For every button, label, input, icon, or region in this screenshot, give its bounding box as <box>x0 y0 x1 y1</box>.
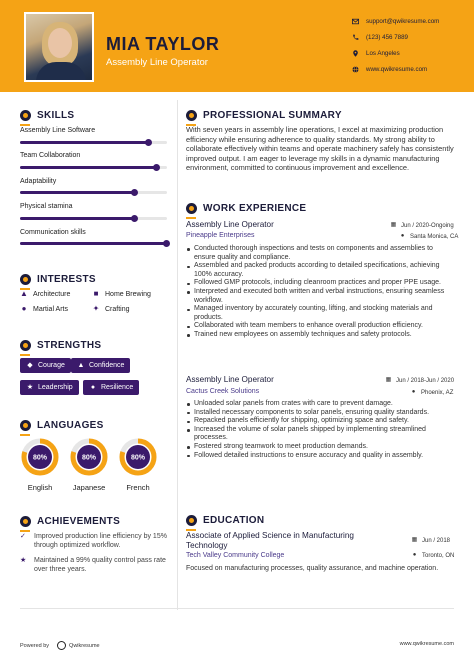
section-bullet-icon <box>20 274 31 285</box>
resilience-icon: ● <box>90 383 96 391</box>
footer-brand: Qwikresume <box>69 642 100 649</box>
skill-label: Team Collaboration <box>20 152 81 159</box>
languages-heading: LANGUAGES <box>20 420 104 431</box>
home-icon: ■ <box>93 289 99 298</box>
calendar-icon: ▦ <box>390 222 397 228</box>
skill-bar <box>20 141 167 144</box>
list-item: Increased the volume of solar panels shipped by implementing streamlined processes. <box>186 426 454 443</box>
interest-item: ▲ Architecture <box>20 289 71 298</box>
language-ring <box>20 437 60 477</box>
language-percent: 80% <box>32 454 48 462</box>
list-item: Managed inventory by accurately counting, lifting, and stocking materials and products. <box>186 305 454 322</box>
contact-website[interactable] <box>352 66 427 73</box>
location-icon: ● <box>411 389 416 395</box>
job-bullets <box>186 400 454 460</box>
section-bullet-icon <box>20 340 31 351</box>
phone-icon <box>352 34 359 41</box>
language-ring <box>118 437 158 477</box>
list-item: Conducted thorough inspections and tests on components and assemblies to ensure quality and compliance. <box>186 245 454 262</box>
skill-bar <box>20 242 167 245</box>
contact-location <box>352 50 400 57</box>
list-item: Assembled and packed products according to detailed specifications, achieving 100% accuracy. <box>186 262 454 279</box>
header-banner <box>0 0 474 92</box>
calendar-icon: ▦ <box>385 377 392 383</box>
footer-powered-by: Powered by Qwikresume <box>20 642 100 649</box>
summary-text: With seven years in assembly line operations, I excel at maximizing production efficiency while ensuring adherence to quality standards. My strong ability to collaborate effectively within teams and operate machinery safely has consistently improved output. I am eager to leverage my skills in a dynamic manufacturing environment, committed to continuous improvement and excellence. <box>186 125 454 172</box>
trophy-icon: ★ <box>20 557 27 564</box>
location-icon <box>352 50 359 57</box>
achievement-item: ★ Maintained a 99% quality control pass rate over three years. <box>20 557 166 573</box>
achievements-heading: ACHIEVEMENTS <box>20 516 120 527</box>
crafting-icon: ✦ <box>92 304 100 313</box>
job-dates: ▦ Jun / 2020-Ongoing <box>390 222 454 229</box>
list-item: Repacked panels efficiently for shipping, optimizing space and safety. <box>186 417 454 426</box>
list-item: Fostered strong teamwork to meet production demands. <box>186 443 454 452</box>
leadership-icon: ★ <box>26 383 34 391</box>
list-item: Collaborated with team members to enhance overall production efficiency. <box>186 322 454 331</box>
skill-label: Adaptability <box>20 178 57 185</box>
language-item <box>118 437 158 492</box>
globe-icon <box>352 66 359 73</box>
language-percent: 80% <box>130 454 146 462</box>
skills-heading: SKILLS <box>20 110 74 121</box>
strengths-heading: STRENGTHS <box>20 340 101 351</box>
strength-tag: ● Resilience <box>83 380 139 395</box>
language-item <box>20 437 60 492</box>
experience-heading: WORK EXPERIENCE <box>186 203 306 214</box>
education-school: Tech Valley Community College <box>186 552 285 559</box>
list-item: Followed detailed instructions to ensure accuracy and quality in assembly. <box>186 452 454 461</box>
contact-location-text: Los Angeles <box>366 50 400 57</box>
skill-label: Physical stamina <box>20 203 73 210</box>
skill-bar <box>20 166 167 169</box>
interests-heading: INTERESTS <box>20 274 96 285</box>
education-location: ● Toronto, ON <box>412 552 455 559</box>
language-name: French <box>126 483 150 492</box>
location-icon: ● <box>400 233 405 239</box>
section-bullet-icon <box>20 516 31 527</box>
language-name: English <box>27 483 53 492</box>
section-bullet-icon <box>186 203 197 214</box>
skill-bar <box>20 191 167 194</box>
interest-item: ■ Home Brewing <box>93 289 151 298</box>
contact-email-text: support@qwikresume.com <box>366 18 440 25</box>
candidate-role: Assembly Line Operator <box>106 57 208 68</box>
education-heading: EDUCATION <box>186 515 264 526</box>
interest-item: ✦ Crafting <box>92 304 130 313</box>
skill-bar <box>20 217 167 220</box>
thumbs-up-icon: ▲ <box>77 361 85 369</box>
strength-tag: ★ Leadership <box>20 380 79 395</box>
contact-website-text: www.qwikresume.com <box>366 66 428 73</box>
column-divider <box>177 100 178 610</box>
skill-label: Communication skills <box>20 229 86 236</box>
heading-underline <box>20 354 30 356</box>
list-item: Trained new employees on assembly techniques and safety protocols. <box>186 331 454 340</box>
section-bullet-icon <box>186 515 197 526</box>
section-bullet-icon <box>20 110 31 121</box>
heading-underline <box>186 217 196 219</box>
heading-underline <box>20 124 30 126</box>
list-item: Interpreted and executed both written and verbal instructions, ensuring seamless workflow. <box>186 288 454 305</box>
job-company: Pineapple Enterprises <box>186 232 255 239</box>
qwikresume-logo-icon <box>57 641 66 650</box>
profile-photo <box>24 12 94 82</box>
job-location: ● Phoenix, AZ <box>411 389 454 396</box>
courage-icon: ◆ <box>27 361 33 369</box>
summary-heading: PROFESSIONAL SUMMARY <box>186 110 342 121</box>
contact-email[interactable] <box>352 18 439 25</box>
strength-tag: ▲ Confidence <box>71 358 130 373</box>
job-location: ● Santa Monica, CA <box>400 233 459 240</box>
job-title: Assembly Line Operator <box>186 220 274 229</box>
location-icon: ● <box>412 552 417 558</box>
contact-phone[interactable] <box>352 34 408 41</box>
job-bullets <box>186 245 454 340</box>
strength-tag: ◆ Courage <box>20 358 71 373</box>
check-icon: ✓ <box>20 533 26 540</box>
martial-arts-icon: ● <box>21 304 27 313</box>
job-title: Assembly Line Operator <box>186 375 274 384</box>
education-degree: Associate of Applied Science in Manufacturing Technology <box>186 531 354 550</box>
architecture-icon: ▲ <box>20 289 28 298</box>
job-dates: ▦ Jun / 2018-Jun / 2020 <box>385 377 455 384</box>
contact-phone-text: (123) 456 7889 <box>366 34 408 41</box>
interest-item: ● Martial Arts <box>21 304 69 313</box>
section-bullet-icon <box>20 420 31 431</box>
education-focus: Focused on manufacturing processes, quality assurance, and machine operation. <box>186 565 439 572</box>
language-name: Japanese <box>72 483 106 492</box>
list-item: Unloaded solar panels from crates with care to prevent damage. <box>186 400 454 409</box>
education-dates: ▦ Jun / 2018 <box>411 537 451 544</box>
footer-divider <box>20 608 454 609</box>
section-bullet-icon <box>186 110 197 121</box>
achievement-item: ✓ Improved production line efficiency by 15% through optimized workflow. <box>20 533 167 549</box>
language-percent: 80% <box>81 454 97 462</box>
language-item <box>69 437 109 492</box>
list-item: Followed GMP protocols, including cleanroom practices and proper PPE usage. <box>186 279 454 288</box>
job-company: Cactus Creek Solutions <box>186 388 260 395</box>
language-ring <box>69 437 109 477</box>
calendar-icon: ▦ <box>411 537 418 543</box>
email-icon <box>352 18 359 25</box>
candidate-name: MIA TAYLOR <box>106 34 220 54</box>
heading-underline <box>20 434 30 436</box>
footer-url[interactable]: www.qwikresume.com <box>399 641 454 647</box>
skill-label: Assembly Line Software <box>20 127 96 134</box>
list-item: Installed necessary components to solar panels, ensuring quality standards. <box>186 409 454 418</box>
